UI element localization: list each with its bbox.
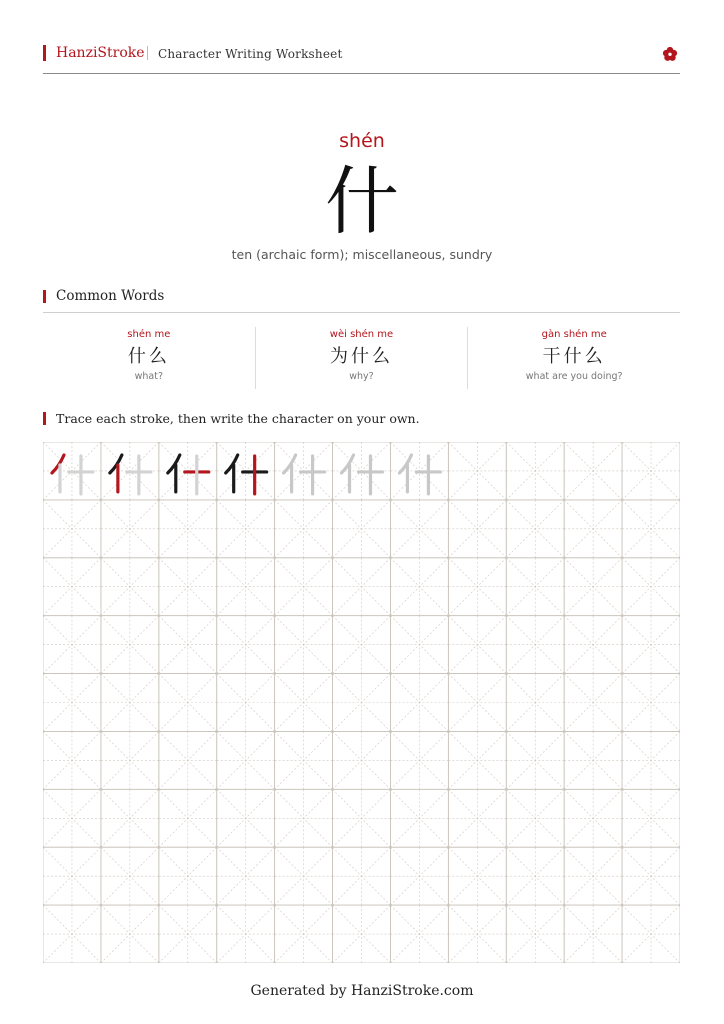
practice-cell [101, 731, 159, 789]
practice-cell [506, 442, 564, 500]
practice-cell [564, 616, 622, 674]
practice-cell [448, 558, 506, 616]
practice-cell [275, 616, 333, 674]
practice-cell [43, 789, 101, 847]
practice-cell [448, 905, 506, 963]
practice-cell [275, 731, 333, 789]
practice-cell [217, 500, 275, 558]
practice-cell [43, 905, 101, 963]
practice-cell [622, 442, 680, 500]
practice-cell [333, 616, 391, 674]
stroke-order-mark [284, 455, 296, 473]
practice-cell [43, 558, 101, 616]
practice-cell [43, 500, 101, 558]
practice-cell [564, 500, 622, 558]
stroke-order-mark [399, 455, 411, 473]
practice-cell [564, 905, 622, 963]
section-accent-bar [43, 290, 46, 303]
practice-cell [275, 905, 333, 963]
practice-cell [564, 847, 622, 905]
practice-cell [159, 558, 217, 616]
practice-cell [333, 500, 391, 558]
practice-cell [390, 674, 448, 732]
section-title: Common Words [56, 288, 165, 304]
practice-cell [217, 558, 275, 616]
practice-cell [564, 789, 622, 847]
stroke-order-mark [168, 455, 180, 473]
practice-cell [159, 500, 217, 558]
practice-cell [448, 616, 506, 674]
practice-cell [564, 731, 622, 789]
practice-cell [448, 731, 506, 789]
worksheet-header [43, 42, 680, 74]
practice-cell [622, 616, 680, 674]
practice-cell [448, 789, 506, 847]
practice-cell [333, 789, 391, 847]
practice-cell [622, 674, 680, 732]
practice-cell [101, 558, 159, 616]
practice-cell [275, 674, 333, 732]
practice-cell [159, 731, 217, 789]
word-english: what are you doing? [525, 371, 623, 382]
practice-cell [159, 674, 217, 732]
practice-cell [101, 905, 159, 963]
practice-cell [506, 558, 564, 616]
practice-cell [390, 847, 448, 905]
section-accent-bar [43, 412, 46, 425]
header-divider [147, 46, 148, 60]
practice-cell [622, 731, 680, 789]
practice-cell [217, 905, 275, 963]
common-words-list [43, 327, 680, 389]
practice-cell [217, 847, 275, 905]
practice-cell [275, 558, 333, 616]
practice-cell [333, 674, 391, 732]
practice-cell [159, 905, 217, 963]
practice-cell [506, 789, 564, 847]
character-meaning: ten (archaic form); miscellaneous, sundry [231, 247, 493, 262]
practice-cell [622, 500, 680, 558]
worksheet-title: Character Writing Worksheet [158, 47, 343, 61]
practice-cell [564, 558, 622, 616]
word-pinyin: gàn shén me [541, 329, 607, 340]
practice-cell [217, 731, 275, 789]
practice-cell [217, 789, 275, 847]
word-english: what? [134, 371, 164, 382]
practice-cell [275, 500, 333, 558]
practice-cell [390, 731, 448, 789]
practice-cell [448, 500, 506, 558]
practice-heading [43, 411, 680, 429]
practice-cell [622, 558, 680, 616]
word-item [255, 327, 468, 389]
practice-cell [275, 789, 333, 847]
practice-cell [159, 789, 217, 847]
practice-cell [448, 674, 506, 732]
practice-cell [448, 847, 506, 905]
practice-cell [101, 500, 159, 558]
practice-cell [159, 616, 217, 674]
word-hanzi: 干什么 [542, 346, 606, 367]
flower-icon [662, 46, 678, 62]
word-item [43, 327, 255, 389]
word-hanzi: 为什么 [330, 346, 393, 367]
practice-cell [506, 616, 564, 674]
practice-cell [43, 674, 101, 732]
practice-cell [159, 847, 217, 905]
practice-cell [622, 847, 680, 905]
stroke-order-mark [52, 455, 64, 473]
practice-cell [390, 616, 448, 674]
practice-instruction: Trace each stroke, then write the character on your own. [56, 411, 420, 426]
stroke-order-mark [226, 455, 238, 473]
practice-cell [217, 674, 275, 732]
word-item [467, 327, 680, 389]
footer-credit: Generated by HanziStroke.com [250, 983, 474, 999]
practice-cell [217, 616, 275, 674]
character-pinyin: shén [339, 130, 385, 152]
practice-cell [101, 674, 159, 732]
practice-cell [390, 905, 448, 963]
practice-cell [333, 847, 391, 905]
practice-cell [564, 674, 622, 732]
practice-cell [564, 442, 622, 500]
common-words-heading [43, 288, 680, 313]
practice-cell [333, 905, 391, 963]
practice-cell [43, 731, 101, 789]
word-english: why? [349, 371, 374, 382]
stroke-order-mark [342, 455, 354, 473]
practice-cell [506, 674, 564, 732]
word-hanzi: 什么 [127, 346, 170, 367]
practice-cell [333, 731, 391, 789]
practice-grid [43, 442, 680, 963]
practice-cell [101, 847, 159, 905]
brand-name[interactable]: HanziStroke [56, 45, 145, 61]
practice-cell [448, 442, 506, 500]
practice-cell [275, 847, 333, 905]
practice-cell [43, 616, 101, 674]
practice-cell [506, 905, 564, 963]
word-pinyin: shén me [127, 329, 171, 340]
practice-cell [390, 558, 448, 616]
practice-cell [390, 789, 448, 847]
practice-cell [506, 500, 564, 558]
practice-cell [43, 847, 101, 905]
practice-cell [390, 500, 448, 558]
practice-cell [506, 731, 564, 789]
practice-cell [333, 558, 391, 616]
header-accent-bar [43, 45, 46, 61]
word-pinyin: wèi shén me [329, 329, 394, 340]
practice-cell [101, 789, 159, 847]
stroke-order-mark [110, 455, 122, 473]
practice-grid-canvas[interactable] [43, 442, 680, 963]
character-hanzi: 什 [325, 159, 399, 245]
practice-cell [622, 905, 680, 963]
practice-cell [622, 789, 680, 847]
practice-cell [101, 616, 159, 674]
practice-cell [506, 847, 564, 905]
